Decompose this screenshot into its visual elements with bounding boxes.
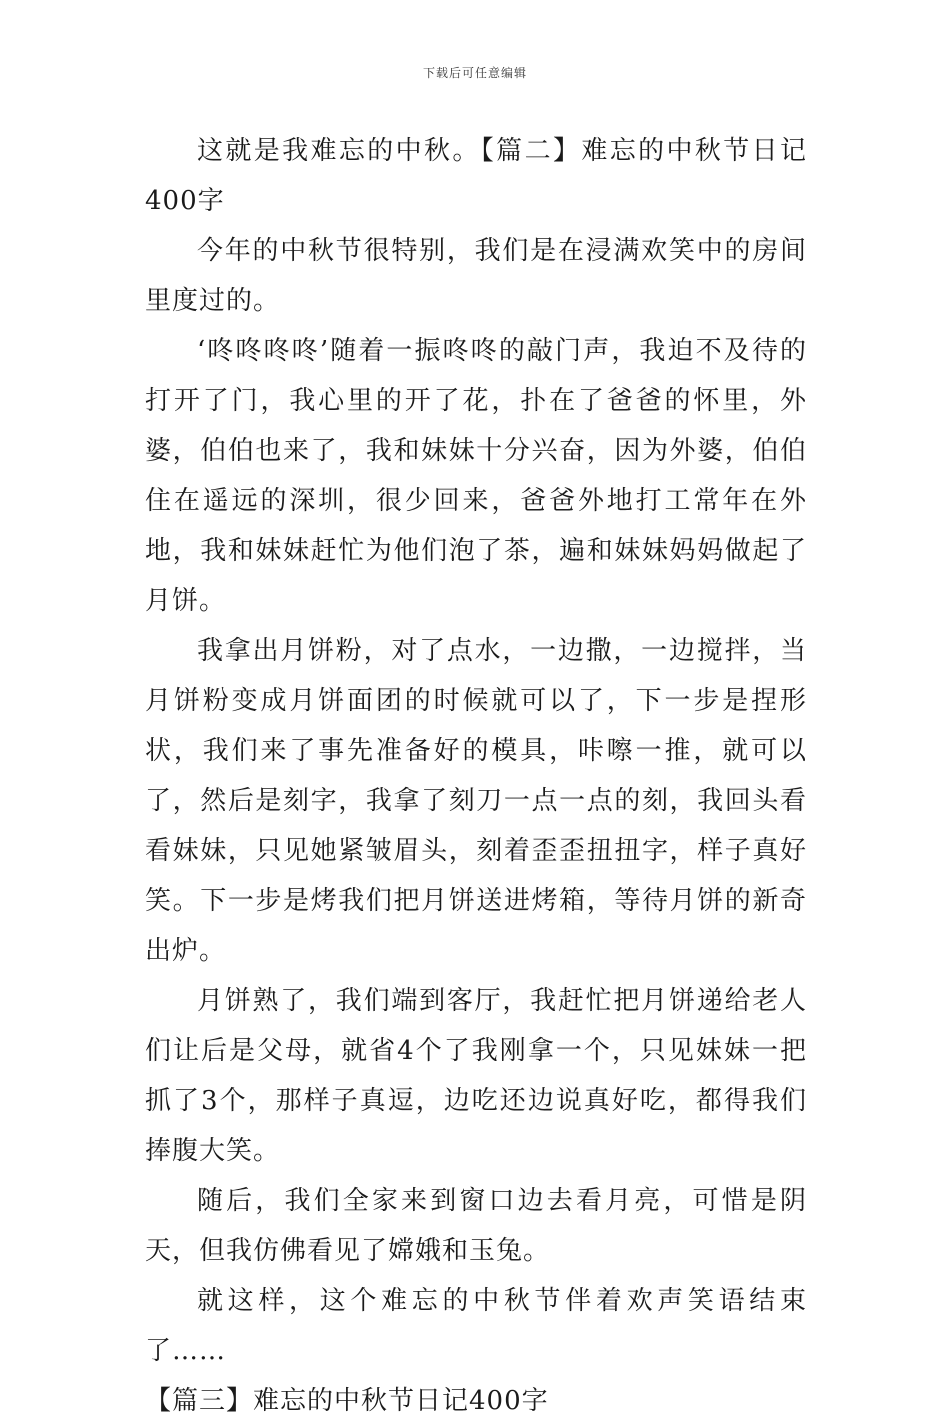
paragraph: 今年的中秋节很特别，我们是在浸满欢笑中的房间里度过的。 [145,236,807,316]
paragraph: 月饼熟了，我们端到客厅，我赶忙把月饼递给老人们让后是父母，就省4个了我刚拿一个，只见妹妹一把抓了3个，那样子真逗，边吃还边说真好吃，都得我们捧腹大笑。 [145,986,807,1166]
section-heading: 【篇三】难忘的中秋节日记400字 [145,1386,549,1416]
paragraph: 我拿出月饼粉，对了点水，一边撒，一边搅拌，当月饼粉变成月饼面团的时候就可以了，下一步是捏形状，我们来了事先准备好的模具，咔嚓一推，就可以了，然后是刻字，我拿了刻刀一点一点的刻，我回头看看妹妹，只见她紧皱眉头，刻着歪歪扭扭字，样子真好笑。下一步是烤我们把月饼送进烤箱，等待月饼的新奇出炉。 [145,636,807,966]
paragraph: 就这样，这个难忘的中秋节伴着欢声笑语结束了…… [145,1286,807,1366]
paragraph: 这就是我难忘的中秋。【篇二】难忘的中秋节日记400字 [145,136,807,216]
page-header: 下载后可任意编辑 [422,66,527,80]
document-body [145,126,807,1426]
paragraph: 随后，我们全家来到窗口边去看月亮，可惜是阴天，但我仿佛看见了嫦娥和玉兔。 [145,1186,807,1266]
paragraph: ‘咚咚咚咚’随着一振咚咚的敲门声，我迫不及待的打开了门，我心里的开了花，扑在了爸爸的怀里，外婆，伯伯也来了，我和妹妹十分兴奋，因为外婆，伯伯住在遥远的深圳，很少回来，爸爸外地打工常年在外地，我和妹妹赶忙为他们泡了茶，遍和妹妹妈妈做起了月饼。 [145,336,807,616]
